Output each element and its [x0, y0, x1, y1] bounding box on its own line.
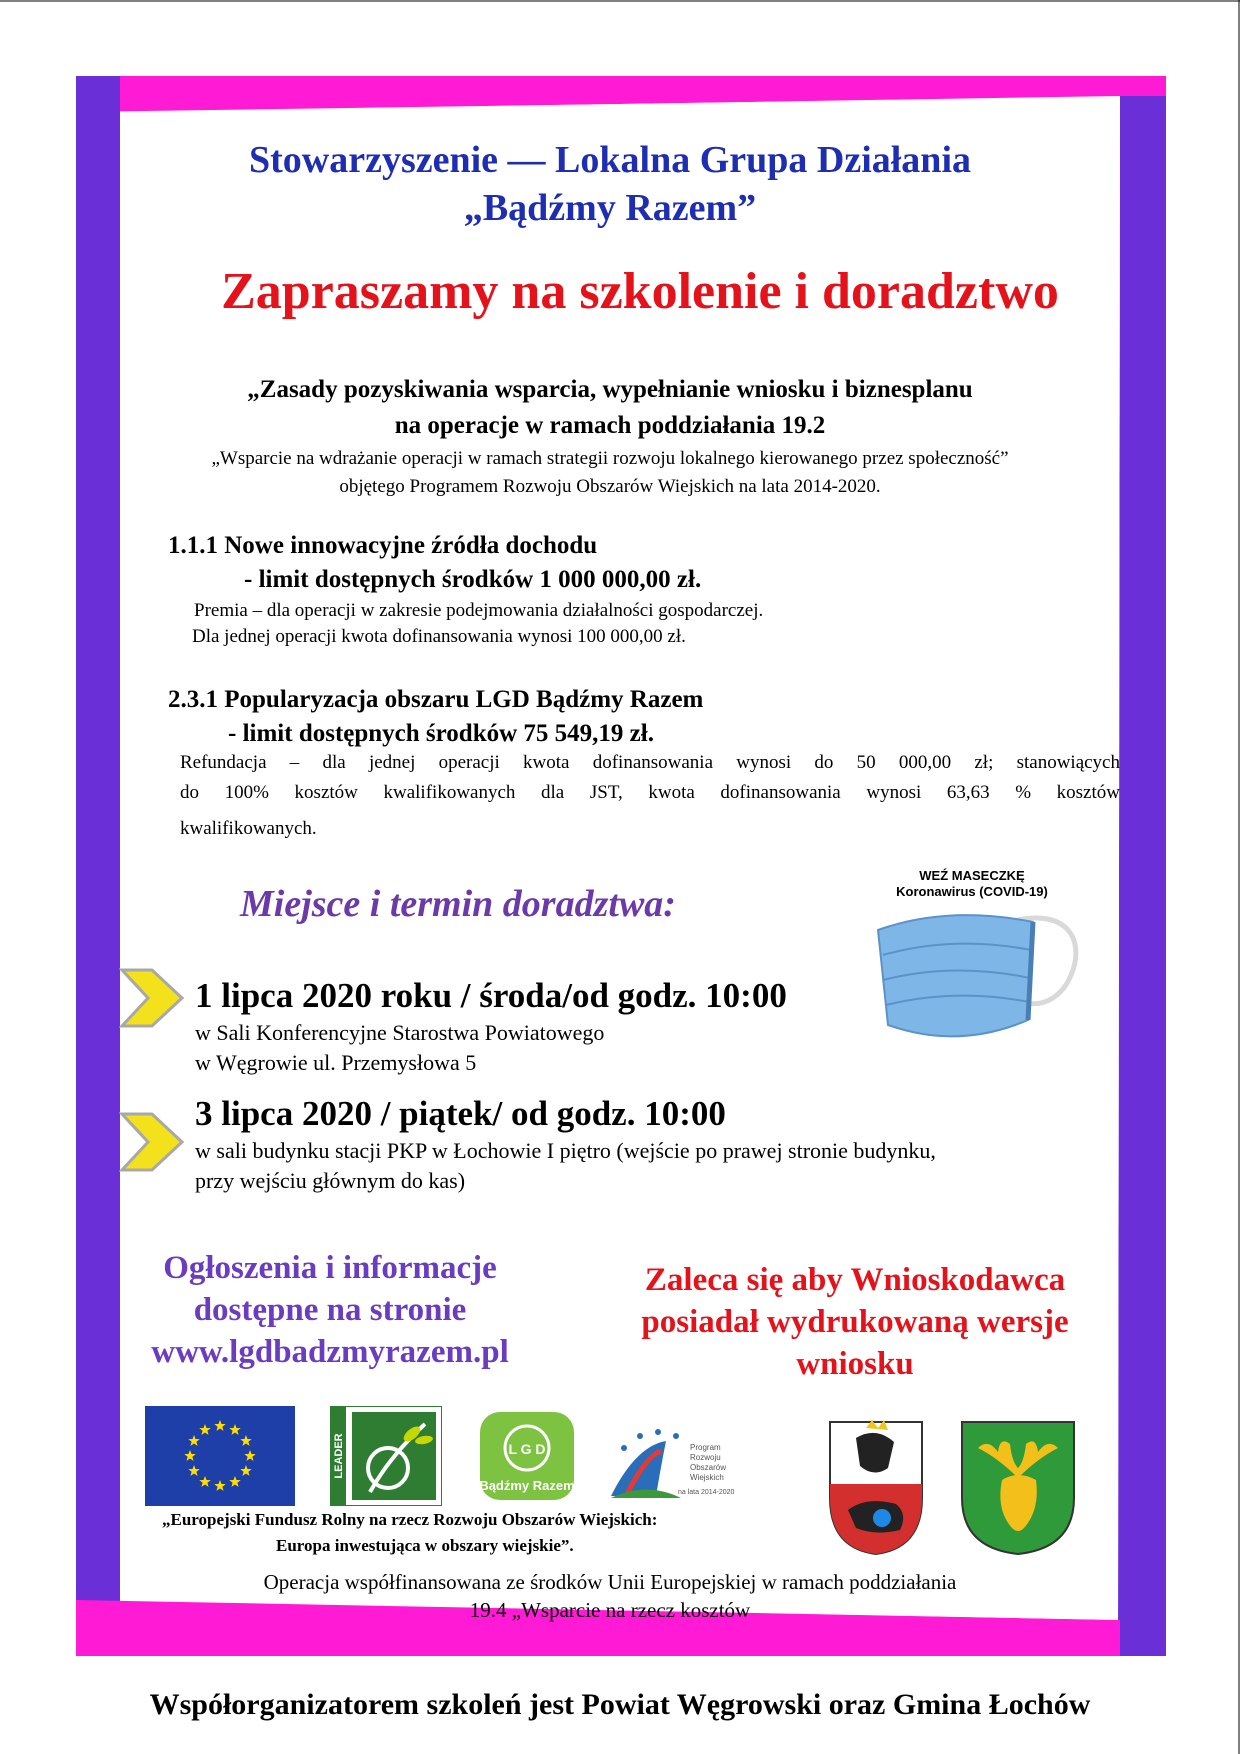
- arrow-icon: [118, 966, 188, 1030]
- section2-title: 2.3.1 Popularyzacja obszaru LGD Bądźmy Razem: [168, 686, 704, 713]
- leader-logo-text: LEADER: [333, 1433, 345, 1479]
- gmina-lochow-coat-of-arms: [958, 1418, 1078, 1558]
- cofinancing-line1: Operacja współfinansowana ze środków Unii Europejskiej w ramach poddziałania: [263, 1570, 957, 1594]
- schedule-item1-place2: w Węgrowie ul. Przemysłowa 5: [195, 1050, 477, 1075]
- prow-logo-text5: na lata 2014-2020: [678, 1489, 735, 1496]
- org-title-line2: „Bądźmy Razem”: [463, 187, 757, 229]
- info-line2: dostępne na stronie: [193, 1292, 467, 1328]
- topic-line4: objętego Programem Rozwoju Obszarów Wiejskich na lata 2014-2020.: [339, 476, 881, 497]
- arrow-icon: [118, 1110, 188, 1174]
- footer-co-organizers: Współorganizatorem szkoleń jest Powiat Węgrowski oraz Gmina Łochów: [149, 1688, 1091, 1721]
- eu-fund-line1: „Europejski Fundusz Rolny na rzecz Rozwoju Obszarów Wiejskich:: [162, 1510, 658, 1529]
- advice-line3: wniosku: [796, 1346, 914, 1382]
- section2-desc3: kwalifikowanych.: [180, 818, 317, 839]
- mask-caption-line2: Koronawirus (COVID-19): [896, 884, 1048, 899]
- eu-fund-line2: Europa inwestująca w obszary wiejskie”.: [276, 1536, 574, 1555]
- prow-logo-text1: Program: [690, 1443, 721, 1452]
- section2-limit: - limit dostępnych środków 75 549,19 zł.: [228, 720, 654, 747]
- lgd-logo-name: Bądźmy Razem: [479, 1478, 575, 1493]
- cofinancing-line2: 19.4 „Wsparcie na rzecz kosztów: [469, 1598, 751, 1622]
- schedule-item1-date: 1 lipca 2020 roku / środa/od godz. 10:00: [195, 976, 787, 1015]
- section2-desc1: Refundacja – dla jednej operacji kwota dofinansowania wynosi do 50 000,00 zł; stanowiących: [180, 752, 1120, 773]
- face-mask-image: [868, 900, 1088, 1050]
- powiat-wegrowski-coat-of-arms: [826, 1418, 926, 1558]
- leader-logo: [330, 1406, 442, 1506]
- lgd-logo-letters: L G D: [508, 1441, 546, 1457]
- website-link[interactable]: www.lgdbadzmyrazem.pl: [151, 1334, 509, 1370]
- right-purple-bar: [1118, 96, 1166, 1656]
- mask-caption-line1: WEŹ MASECZKĘ: [919, 868, 1025, 883]
- prow-logo: [606, 1426, 746, 1506]
- section1-title: 1.1.1 Nowe innowacyjne źródła dochodu: [168, 532, 598, 559]
- topic-line3: „Wsparcie na wdrażanie operacji w ramach strategii rozwoju lokalnego kierowanego przez społeczność”: [211, 448, 1009, 469]
- prow-logo-text2: Rozwoju: [690, 1453, 721, 1462]
- org-title-line1: Stowarzyszenie — Lokalna Grupa Działania: [248, 139, 972, 181]
- prow-logo-text4: Wiejskich: [690, 1473, 724, 1482]
- section2-desc2: do 100% kosztów kwalifikowanych dla JST, kwota dofinansowania wynosi 63,63 % kosztów: [180, 782, 1120, 803]
- schedule-item2-date: 3 lipca 2020 / piątek/ od godz. 10:00: [195, 1094, 726, 1133]
- schedule-item2-place1: w sali budynku stacji PKP w Łochowie I piętro (wejście po prawej stronie budynku,: [195, 1138, 936, 1163]
- section1-desc2: Dla jednej operacji kwota dofinansowania wynosi 100 000,00 zł.: [192, 626, 686, 647]
- white-panel: [120, 96, 1120, 1620]
- section1-desc1: Premia – dla operacji w zakresie podejmowania działalności gospodarczej.: [194, 600, 764, 621]
- topic-line1: „Zasady pozyskiwania wsparcia, wypełnianie wniosku i biznesplanu: [247, 376, 973, 403]
- schedule-heading: Miejsce i termin doradztwa:: [240, 883, 676, 925]
- advice-line2: posiadał wydrukowaną wersje: [641, 1304, 1069, 1340]
- left-purple-bar: [76, 76, 120, 1656]
- advice-line1: Zaleca się aby Wnioskodawca: [644, 1262, 1066, 1298]
- schedule-item1-place1: w Sali Konferencyjne Starostwa Powiatowego: [195, 1020, 605, 1045]
- headline: Zapraszamy na szkolenie i doradztwo: [221, 263, 1059, 320]
- schedule-item2-place2: przy wejściu głównym do kas): [195, 1168, 466, 1193]
- prow-logo-text3: Obszarów: [690, 1463, 727, 1472]
- info-line1: Ogłoszenia i informacje: [163, 1250, 497, 1286]
- topic-line2: na operacje w ramach poddziałania 19.2: [394, 412, 826, 439]
- section1-limit: - limit dostępnych środków 1 000 000,00 zł.: [244, 566, 702, 593]
- eu-flag-logo: [145, 1406, 295, 1506]
- lgd-badzmy-razem-logo: [476, 1408, 578, 1504]
